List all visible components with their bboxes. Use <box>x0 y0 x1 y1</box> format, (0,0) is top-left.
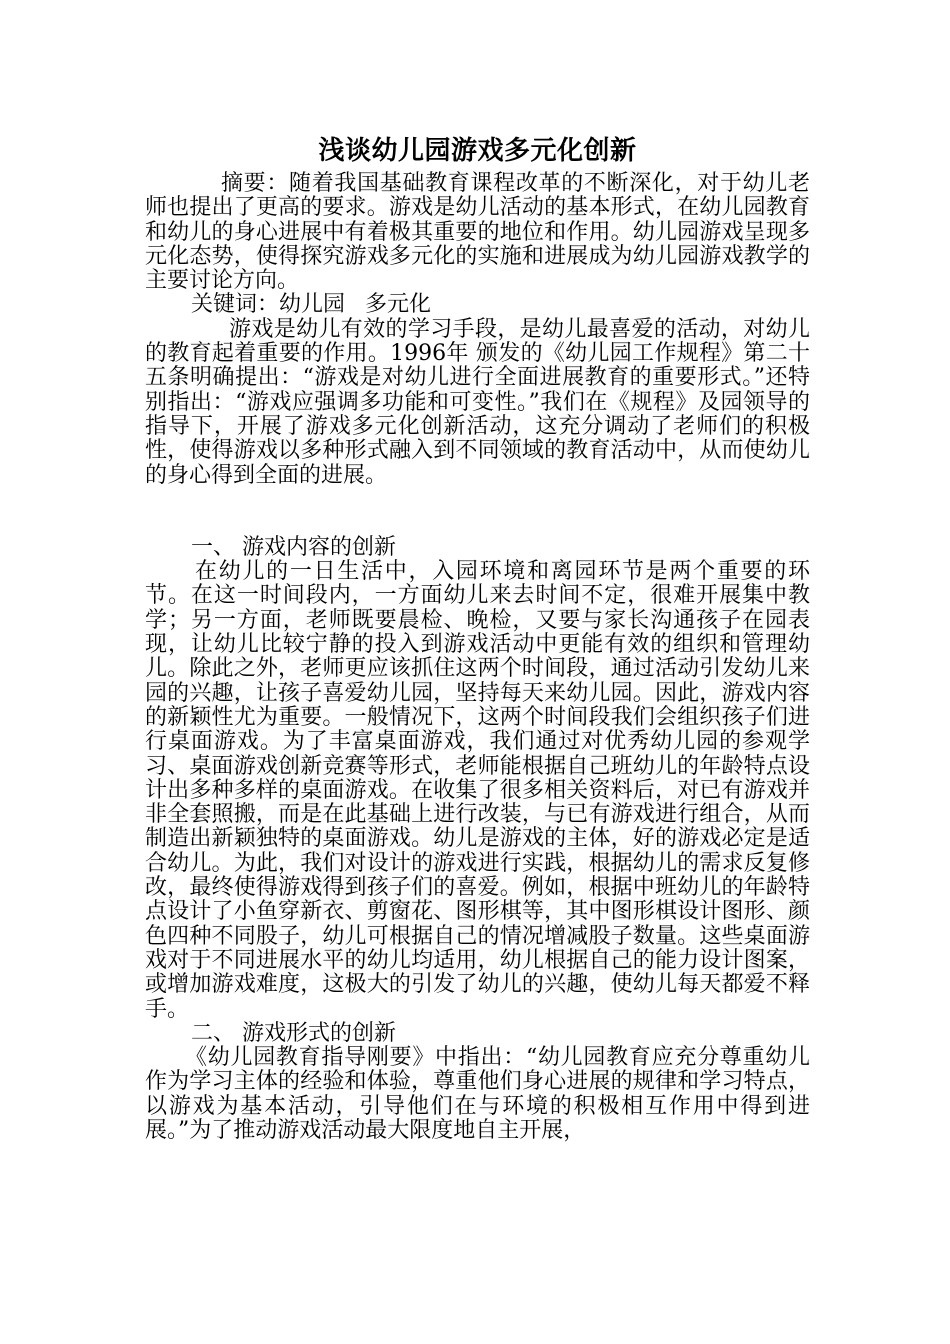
keywords-line <box>145 293 810 317</box>
section-heading-1: 一、 游戏内容的创新 <box>191 534 396 560</box>
abstract-paragraph: 摘要：随着我国基础教育课程改革的不断深化，对于幼儿老师也提出了更高的要求。游戏是幼儿活动的基本形式，在幼儿园教育和幼儿的身心进展中有着极其重要的地位和作用。幼儿园游戏呈现多元化态势，使得探究游戏多元化的实施和进展成为幼儿园游戏教学的主要讨论方向。 <box>145 171 810 294</box>
document-page <box>145 132 810 1143</box>
section-body-1: 在幼儿的一日生活中，入园环境和离园环节是两个重要的环节。在这一时间段内，一方面幼儿来去时间不定，很难开展集中教学；另一方面，老师既要晨检、晚检，又要与家长沟通孩子在园表现，让幼儿比较宁静的投入到游戏活动中更能有效的组织和管理幼儿。除此之外，老师更应该抓住这两个时间段，通过活动引发幼儿来园的兴趣，让孩子喜爱幼儿园，坚持每天来幼儿园。因此，游戏内容的新颖性尤为重要。一般情况下，这两个时间段我们会组织孩子们进行桌面游戏。为了丰富桌面游戏，我们通过对优秀幼儿园的参观学习、桌面游戏创新竞赛等形式，老师能根据自己班幼儿的年龄特点设计出多种多样的桌面游戏。在收集了很多相关资料后，对已有游戏并非全套照搬，而是在此基础上进行改装，与已有游戏进行组合，从而制造出新颖独特的桌面游戏。幼儿是游戏的主体，好的游戏必定是适合幼儿。为此，我们对设计的游戏进行实践，根据幼儿的需求反复修改，最终使得游戏得到孩子们的喜爱。例如，根据中班幼儿的年龄特点设计了小鱼穿新衣、剪窗花、图形棋等，其中图形棋设计图形、颜色四种不同股子，幼儿可根据自己的情况增减股子数量。这些桌面游戏对于不同进展水平的幼儿均适用，幼儿根据自己的能力设计图案，或增加游戏难度，这极大的引发了幼儿的兴趣，使幼儿每天都爱不释手。 <box>145 559 810 1022</box>
section-body-2: 《幼儿园教育指导刚要》中指出：“幼儿园教育应充分尊重幼儿作为学习主体的经验和体验，尊重他们身心进展的规律和学习特点，以游戏为基本活动，引导他们在与环境的积极相互作用中得到进展。”为了推动游戏活动最大限度地自主开展， <box>145 1045 810 1143</box>
intro-paragraph: 游戏是幼儿有效的学习手段，是幼儿最喜爱的活动，对幼儿的教育起着重要的作用。1996年 颁发的《幼儿园工作规程》第二十五条明确提出：“游戏是对幼儿进行全面进展教育的重要形式。”还特别指出：“游戏应强调多功能和可变性。”我们在《规程》及园领导的指导下，开展了游戏多元化创新活动，这充分调动了老师们的积极性，使得游戏以多种形式融入到不同领域的教育活动中，从而使幼儿的身心得到全面的进展。 <box>145 316 810 488</box>
keyword-item: 幼儿园 <box>279 292 346 318</box>
document-title: 浅谈幼儿园游戏多元化创新 <box>318 136 637 166</box>
section-heading-2: 二、 游戏形式的创新 <box>191 1020 396 1046</box>
paragraph-gap <box>145 488 810 536</box>
keyword-item: 多元化 <box>365 292 432 318</box>
keywords-label: 关键词： <box>191 292 280 318</box>
